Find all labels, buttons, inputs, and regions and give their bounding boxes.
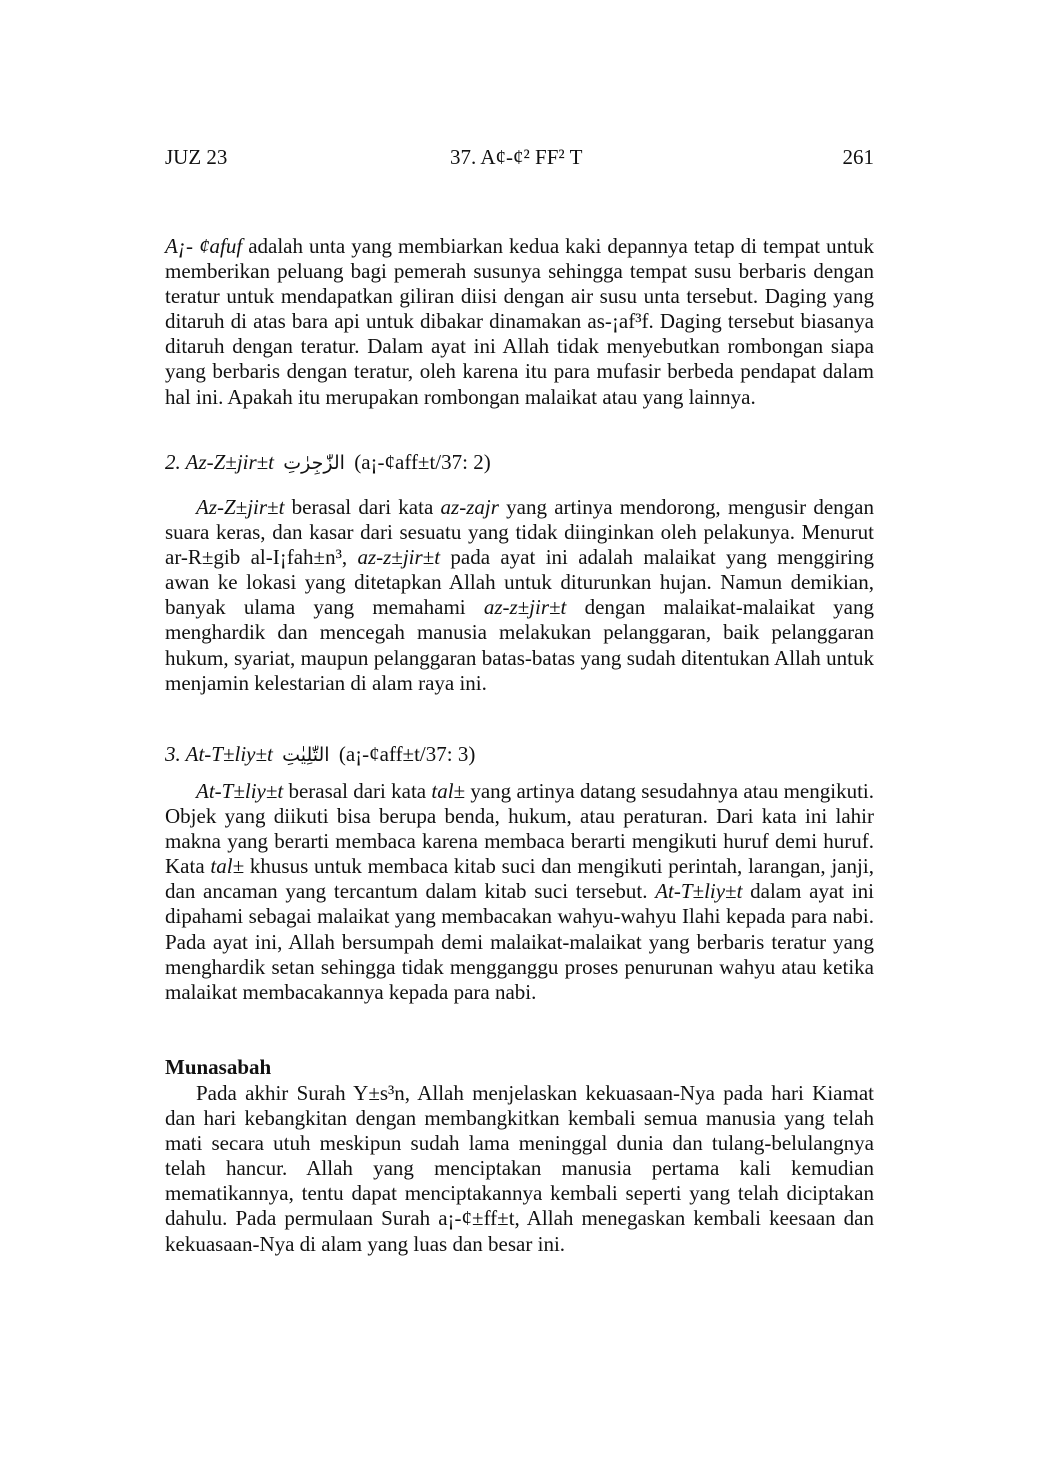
juz-label: JUZ 23 xyxy=(165,145,228,169)
text: berasal dari kata xyxy=(283,779,432,803)
text: berasal dari kata xyxy=(284,495,441,519)
term: At-T±liy±t xyxy=(655,879,743,904)
term: Az-Z±jir±t xyxy=(196,495,285,519)
paragraph-text: adalah unta yang membiarkan kedua kaki depannya tetap di tempat untuk memberikan peluang bagi pemerah susunya sehingga tempat susu berbaris dengan teratur untuk mendapatkan giliran diisi dengan air susu unta tersebut. Daging yang ditaruh di atas bara api untuk dibakar dinamakan as-¡af³f. Daging tersebut biasanya ditaruh dengan teratur. Dalam ayat ini Allah tidak menyebutkan rombongan siapa yang berbaris dengan teratur, oleh karena itu para mufasir berbeda pendapat dalam hal ini. Apakah itu merupakan rombongan malaikat atau yang lainnya. xyxy=(165,234,874,409)
paragraph-az-zajirat xyxy=(165,495,874,696)
section-title-munasabah: Munasabah xyxy=(165,1055,272,1079)
paragraph-munasabah xyxy=(165,1081,874,1257)
page-header xyxy=(165,145,874,175)
term: az-z±jir±t xyxy=(357,545,441,570)
text: yang artinya datang sesudahnya atau mengikuti. Objek yang diikuti bisa berupa benda, hukum, atau peraturan. Dari kata ini lahir makna yang berarti membaca karena membaca berarti mengikuti huruf demi huruf. Kata xyxy=(165,779,874,879)
paragraph-at-taliyat xyxy=(165,779,874,1005)
term: az-zajr xyxy=(440,495,499,519)
verse-reference: (a¡-¢aff±t/37: 2) xyxy=(354,450,491,474)
arabic-term: الزّٰجِرٰتِ xyxy=(283,452,345,474)
term: tal± xyxy=(431,779,466,803)
text: pada ayat ini adalah malaikat yang menggiring awan ke lokasi yang ditetapkan Allah untuk diturunkan hujan. Namun demikian, banyak ulama yang memahami xyxy=(165,545,874,620)
heading-az-zajirat xyxy=(165,450,491,476)
term: tal± xyxy=(210,854,245,879)
text: khusus untuk membaca kitab suci dan mengikuti perintah, larangan, janji, dan ancaman yang tercantum dalam kitab suci tersebut. xyxy=(165,854,874,904)
surah-title: 37. A¢-¢² FF² T xyxy=(450,145,583,169)
paragraph-safuf xyxy=(165,234,874,410)
text: dalam ayat ini dipahami sebagai malaikat yang membacakan wahyu-wahyu Ilahi kepada para nabi. Pada ayat ini, Allah bersumpah demi malaikat-malaikat yang berbaris teratur yang menghardik setan sehingga tidak mengganggu proses penurunan wahyu atau ketika malaikat membacakannya kepada para nabi. xyxy=(165,879,874,1004)
term-safuf: A¡- ¢afuf xyxy=(165,234,243,258)
page-number: 261 xyxy=(842,145,874,169)
arabic-term: التّٰلِيٰتِ xyxy=(282,744,330,766)
text: dengan malaikat-malaikat yang menghardik dan mencegah manusia melakukan pelanggaran, baik pelanggaran hukum, syariat, maupun pelanggaran batas-batas yang sudah ditentukan Allah untuk menjamin kelestarian di alam raya ini. xyxy=(165,595,874,695)
heading-title: 3. At-T±liy±t xyxy=(165,742,273,766)
heading-at-taliyat xyxy=(165,742,475,768)
text: yang artinya mendorong, mengusir dengan suara keras, dan kasar dari sesuatu yang tidak diinginkan oleh pelakunya. Menurut ar-R±gib al-I¡fah±n³, xyxy=(165,495,874,570)
term: At-T±liy±t xyxy=(196,779,284,803)
heading-title: 2. Az-Z±jir±t xyxy=(165,450,275,474)
paragraph-text: Pada akhir Surah Y±s³n, Allah menjelaskan kekuasaan-Nya pada hari Kiamat dan hari kebangkitan dengan membangkitkan kembali semua manusia yang telah mati secara utuh meskipun sudah lama meninggal dunia dan tulang-belulangnya telah hancur. Allah yang menciptakan manusia pertama kali kemudian mematikannya, tentu dapat menciptakannya kembali seperti yang telah diciptakan dahulu. Pada permulaan Surah a¡-¢±ff±t, Allah menegaskan kembali keesaan dan kekuasaan-Nya di alam yang luas dan besar ini. xyxy=(165,1081,874,1256)
verse-reference: (a¡-¢aff±t/37: 3) xyxy=(338,742,476,766)
term: az-z±jir±t xyxy=(483,595,567,620)
